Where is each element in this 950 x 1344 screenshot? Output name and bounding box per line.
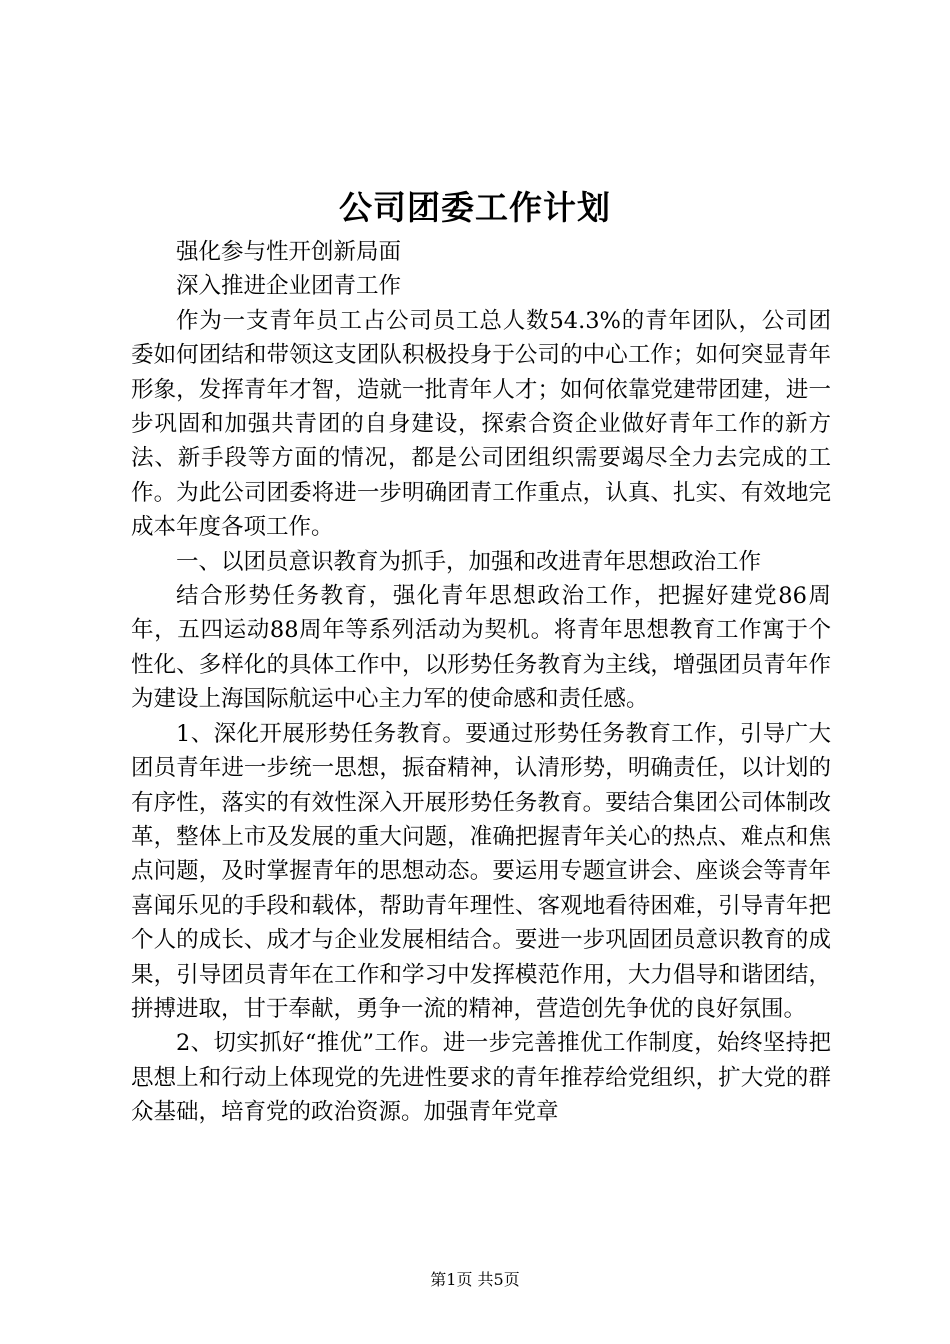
document-body xyxy=(131,235,831,1130)
page-footer: 第1页 共5页 xyxy=(430,1270,520,1289)
section-1-paragraph: 结合形势任务教育，强化青年思想政治工作，把握好建党86周年，五四运动88周年等系列活动为契机。将青年思想教育工作寓于个性化、多样化的具体工作中，以形势任务教育为主线，增强团员青年作为建设上海国际航运中心主力军的使命感和责任感。 xyxy=(131,583,831,713)
page-title: 公司团委工作计划 xyxy=(339,188,611,227)
intro-paragraph: 作为一支青年员工占公司员工总人数54.3%的青年团队，公司团委如何团结和带领这支团队积极投身于公司的中心工作；如何突显青年形象，发挥青年才智，造就一批青年人才；如何依靠党建带团建，进一步巩固和加强共青团的自身建设，探索合资企业做好青年工作的新方法、新手段等方面的情况，都是公司团组织需要竭尽全力去完成的工作。为此公司团委将进一步明确团青工作重点，认真、扎实、有效地完成本年度各项工作。 xyxy=(131,307,831,541)
item-2-paragraph: 2、切实抓好“推优”工作。进一步完善推优工作制度，始终坚持把思想上和行动上体现党的先进性要求的青年推荐给党组织，扩大党的群众基础，培育党的政治资源。加强青年党章 xyxy=(131,1030,831,1126)
item-1-paragraph: 1、深化开展形势任务教育。要通过形势任务教育工作，引导广大团员青年进一步统一思想，振奋精神，认清形势，明确责任，以计划的有序性，落实的有效性深入开展形势任务教育。要结合集团公司体制改革，整体上市及发展的重大问题，准确把握青年关心的热点、难点和焦点问题，及时掌握青年的思想动态。要运用专题宣讲会、座谈会等青年喜闻乐见的手段和载体，帮助青年理性、客观地看待困难，引导青年把个人的成长、成才与企业发展相结合。要进一步巩固团员意识教育的成果，引导团员青年在工作和学习中发挥模范作用，大力倡导和谐团结，拼搏进取，甘于奉献，勇争一流的精神，营造创先争优的良好氛围。 xyxy=(131,720,831,1022)
subtitle-line-2: 深入推进企业团青工作 xyxy=(176,273,402,300)
subtitle-line-1: 强化参与性开创新局面 xyxy=(176,239,402,265)
section-heading-1: 一、以团员意识教育为抓手，加强和改进青年思想政治工作 xyxy=(176,548,762,575)
